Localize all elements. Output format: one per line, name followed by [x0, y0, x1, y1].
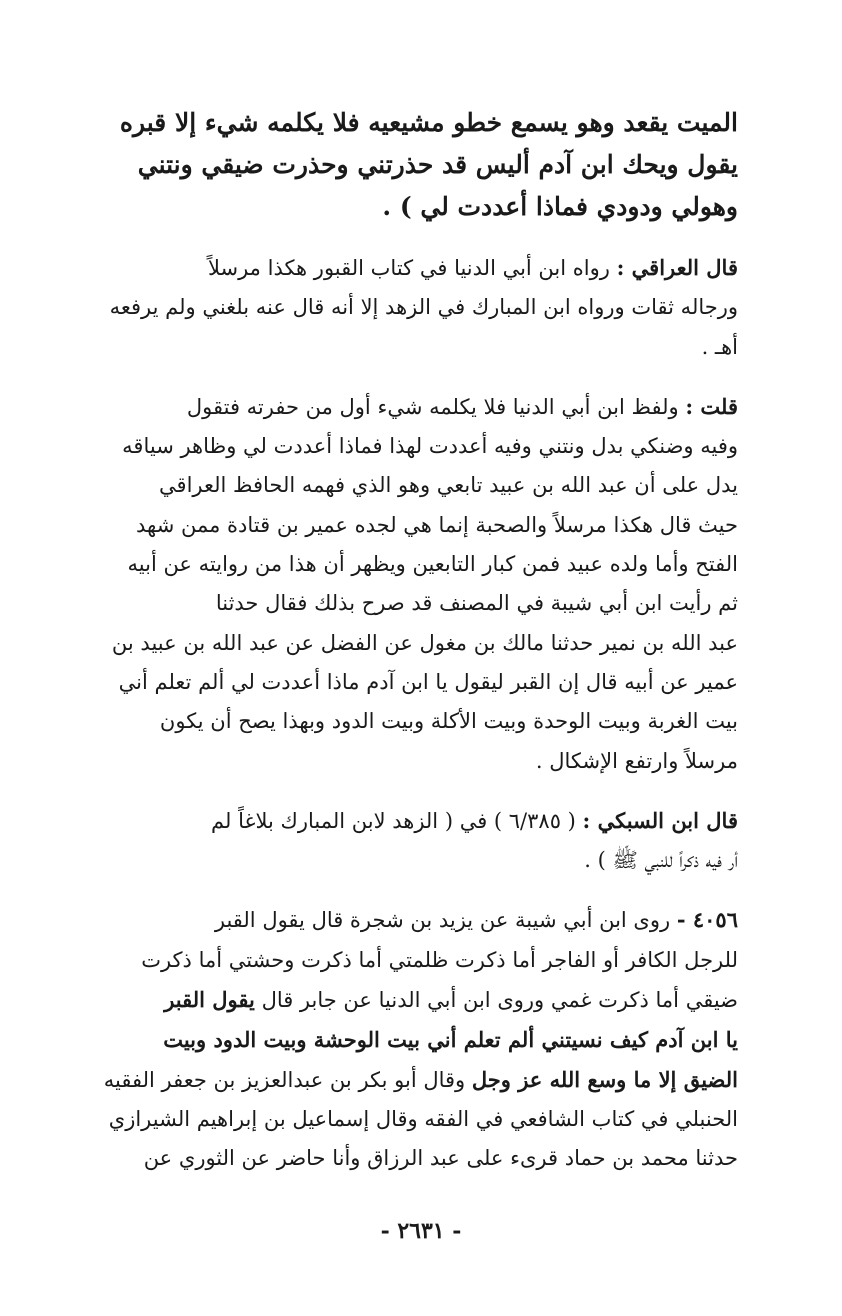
text-line — [58, 248, 738, 288]
text-line: ورجاله ثقات ورواه ابن المبارك في الزهد إلا أنه قال عنه بلغني ولم يرفعه — [109, 295, 738, 320]
text-line: عمير عن أبيه قال إن القبر ليقول يا ابن آدم ماذا أعددت لي ألم تعلم أني — [118, 669, 738, 694]
text-run: ضيقي أما ذكرت غمي وروى ابن أبي الدنيا عن جابر قال — [261, 988, 738, 1013]
text-line: وهولي ودودي فماذا أعددت لي ) . — [382, 192, 738, 221]
hadith-text-paragraph — [58, 102, 738, 228]
bold-quote: الضيق إلا ما وسع الله عز وجل — [471, 1066, 738, 1092]
hadith-number: ٤٠٥٦ - — [676, 907, 738, 933]
text-line: يقول ويحك ابن آدم أليس قد حذرتني وحذرت ضيقي ونتني — [137, 150, 738, 179]
text-run: روى ابن أبي شيبة عن يزيد بن شجرة قال يقول القبر — [214, 908, 671, 933]
paragraph-lead: قال العراقي : — [616, 255, 738, 280]
text-line: أر فيه ذكراً للنبي ﷺ ) . — [584, 848, 738, 873]
text-line: وفيه وضنكي بدل ونتني وفيه أعددت لهذا فماذا أعددت لي وظاهر سياقه — [122, 434, 738, 459]
text-line: مرسلاً وارتفع الإشكال . — [535, 748, 738, 773]
subki-commentary-paragraph — [58, 801, 738, 881]
text-line: ثم رأيت ابن أبي شيبة في المصنف قد صرح بذلك فقال حدثنا — [215, 591, 738, 616]
bold-quote: يقول القبر — [164, 987, 255, 1013]
text-line: بيت الغربة وبيت الوحدة وبيت الأكلة وبيت الدود وبهذا يصح أن يكون — [159, 709, 738, 734]
text-line: حدثنا محمد بن حماد قرىء على عبد الرزاق وأنا حاضر عن الثوري عن — [143, 1146, 738, 1171]
text-line — [58, 900, 738, 940]
text-line — [58, 387, 738, 427]
text-run: ( ٦/٣٨٥ ) في ( الزهد لابن المبارك بلاغاً لم — [211, 808, 576, 833]
text-run: ولفظ ابن أبي الدنيا فلا يكلمه شيء أول من حفرته فتقول — [186, 394, 679, 419]
text-line — [58, 980, 738, 1020]
text-line: يا ابن آدم كيف نسيتني ألم تعلم أني بيت الوحشة وبيت الدود وبيت — [163, 1027, 738, 1053]
text-line: الميت يقعد وهو يسمع خطو مشيعيه فلا يكلمه شيء إلا قبره — [119, 108, 738, 137]
text-run: وقال أبو بكر بن عبدالعزيز بن جعفر الفقيه — [103, 1067, 466, 1092]
text-line: أهـ . — [701, 334, 738, 359]
page-number: - ٢٦٣١ - — [380, 1218, 462, 1244]
text-line: يدل على أن عبد الله بن عبيد تابعي وهو الذي فهمه الحافظ العراقي — [159, 473, 738, 498]
text-line: حيث قال هكذا مرسلاً والصحبة إنما هي لجده عمير بن قتادة ممن شهد — [136, 512, 738, 537]
text-run: رواه ابن أبي الدنيا في كتاب القبور هكذا مرسلاً — [207, 256, 610, 280]
text-line — [58, 1060, 738, 1100]
text-line: للرجل الكافر أو الفاجر أما ذكرت ظلمتي أما ذكرت وحشتي أما ذكرت — [141, 947, 738, 972]
paragraph-lead: قال ابن السبكي : — [582, 807, 738, 833]
text-line: الفتح وأما ولده عبيد فمن كبار التابعين ويظهر أن هذا من روايته عن أبيه — [127, 552, 738, 577]
document-page — [58, 100, 738, 1179]
iraqi-commentary-paragraph — [58, 248, 738, 367]
author-note-paragraph — [58, 387, 738, 781]
text-line: عبد الله بن نمير حدثنا مالك بن مغول عن الفضل عن عبد الله بن عبيد بن — [111, 630, 738, 655]
text-line — [58, 801, 738, 841]
paragraph-lead: قلت : — [685, 393, 738, 419]
text-line: الحنبلي في كتاب الشافعي في الفقه وقال إسماعيل بن إبراهيم الشيرازي — [108, 1106, 738, 1131]
hadith-4056-paragraph — [58, 900, 738, 1178]
